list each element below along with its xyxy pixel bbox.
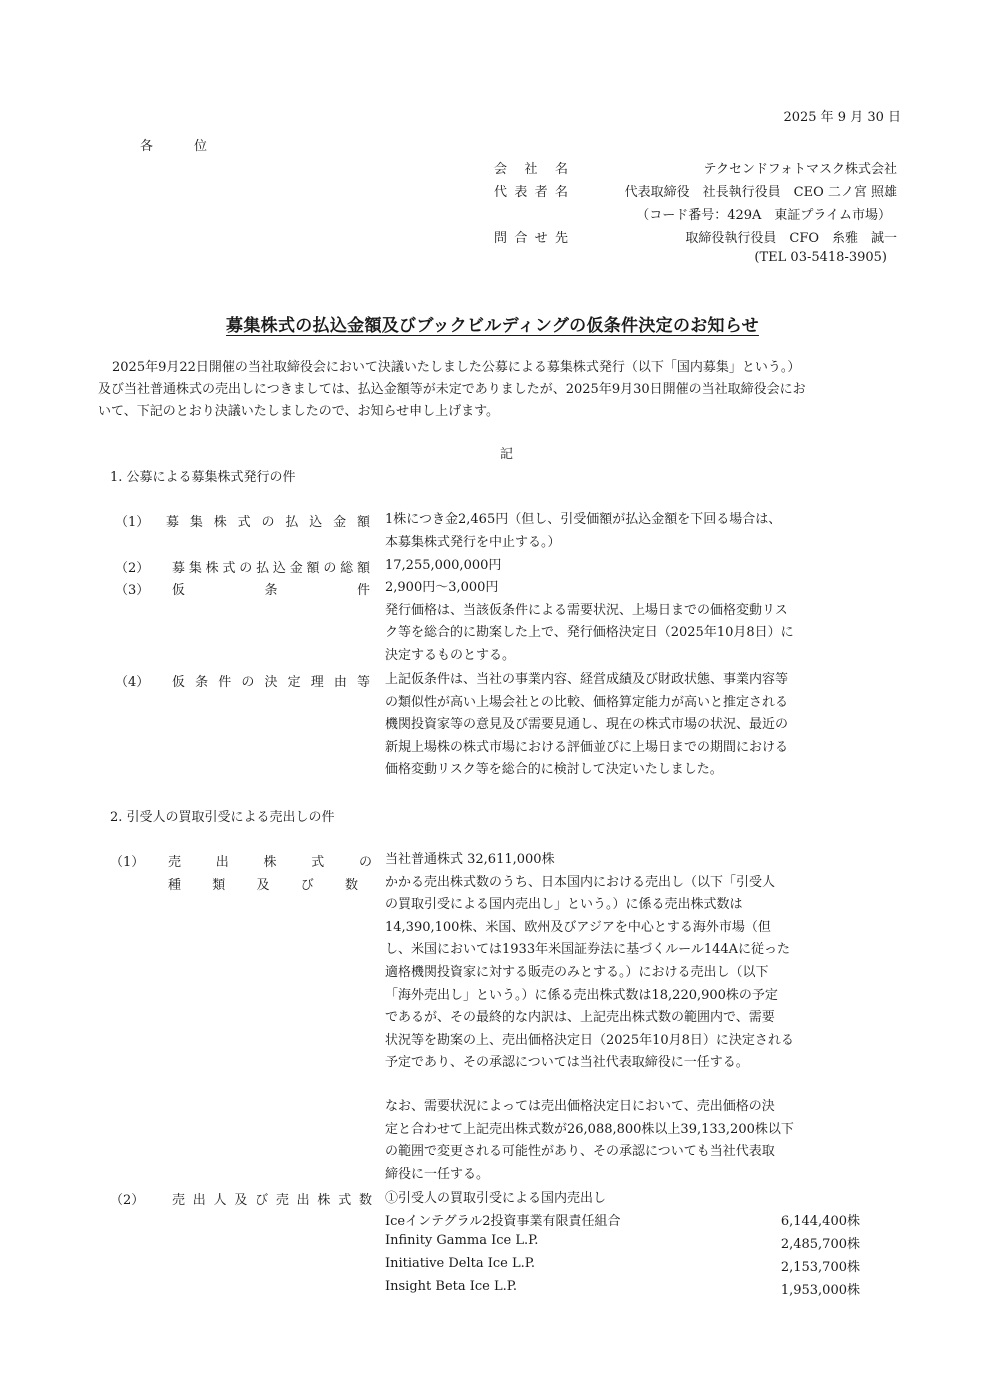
ki-marker: 記 <box>500 447 514 462</box>
seller-row <box>385 1256 860 1275</box>
seller-row <box>385 1233 860 1252</box>
representative: 代表取締役 社長執行役員 CEO 二ノ宮 照雄 <box>624 185 897 200</box>
seller-shares: 2,153,700株 <box>780 1260 860 1275</box>
intro-line: 2025年9月22日開催の当社取締役会において決議いたしました公募による募集株式発行（以下「国内募集」という。） <box>112 360 801 375</box>
item-number: （2） <box>110 1193 145 1208</box>
content-line: 予定であり、その承認については当社代表取締役に一任する。 <box>385 1055 749 1071</box>
intro-paragraph <box>98 357 903 423</box>
item-label: 売出人及び売出株式数 <box>172 1193 372 1208</box>
intro-line: いて、下記のとおり決議いたしましたので、お知らせ申し上げます。 <box>98 404 500 419</box>
item-number: （4） <box>115 675 150 690</box>
seller-name: Initiative Delta Ice L.P. <box>385 1256 535 1271</box>
content-line: 2,900円～3,000円 <box>385 580 499 595</box>
company-name: テクセンドフォトマスク株式会社 <box>703 162 897 177</box>
item-number: （3） <box>115 583 150 598</box>
item-label: 募集株式の払込金額 <box>166 515 370 530</box>
content-line: 価格変動リスク等を総合的に検討して決定いたしました。 <box>385 762 723 778</box>
item-content <box>385 669 865 782</box>
content-line: 上記仮条件は、当社の事業内容、経営成績及び財政状態、事業内容等 <box>385 672 789 687</box>
item-number: （2） <box>115 561 150 576</box>
content-line: 適格機関投資家に対する販売のみとする。）における売出し（以下 <box>385 964 769 980</box>
item-content <box>385 849 865 1075</box>
content-line: 機関投資家等の意見及び需要見通し、現在の株式市場の状況、最近の <box>385 717 789 733</box>
item-number: （1） <box>115 515 150 530</box>
content-line: 新規上場株の株式市場における評価並びに上場日までの期間における <box>385 739 789 755</box>
content-line: 17,255,000,000円 <box>385 558 502 573</box>
content-line: 「海外売出し」という。）に係る売出株式数は18,220,900株の予定 <box>385 987 778 1003</box>
document-title: 募集株式の払込金額及びブックビルディングの仮条件決定のお知らせ <box>226 316 759 336</box>
item-content <box>385 509 865 554</box>
content-line: し、米国においては1933年米国証券法に基づくルール144Aに従った <box>385 942 791 958</box>
content-line: なお、需要状況によっては売出価格決定日において、売出価格の決 <box>385 1099 775 1114</box>
item-content <box>385 577 865 667</box>
content-line: の買取引受による国内売出し」という。）に係る売出株式数は <box>385 897 743 913</box>
section2-heading: 2. 引受人の買取引受による売出しの件 <box>110 810 335 825</box>
intro-line: 及び当社普通株式の売出しにつきましては、払込金額等が未定でありましたが、2025年9月30日開催の当社取締役会にお <box>98 382 806 397</box>
content-line: 決定するものとする。 <box>385 647 516 663</box>
contact-label: 問合せ先 <box>494 231 568 246</box>
seller-shares: 6,144,400株 <box>780 1214 860 1229</box>
stock-code: （コード番号：429A 東証プライム市場） <box>636 208 891 223</box>
content-line: であるが、その最終的な内訳は、上記売出株式数の範囲内で、需要 <box>385 1010 775 1026</box>
content-line: かかる売出株式数のうち、日本国内における売出し（以下「引受人 <box>385 874 776 890</box>
content-line: 本募集株式発行を中止する。） <box>385 534 561 550</box>
document-date: 2025 年 9 月 30 日 <box>783 110 901 125</box>
content-line: 定と合わせて上記売出株式数が26,088,800株以上39,133,200株以下 <box>385 1121 794 1137</box>
item-content <box>385 555 865 578</box>
content-line: 1株につき金2,465円（但し、引受価額が払込金額を下回る場合は、 <box>385 512 782 527</box>
seller-name: Infinity Gamma Ice L.P. <box>385 1233 539 1248</box>
content-line: の類似性が高い上場会社との比較、価格算定能力が高いと推定される <box>385 694 789 710</box>
content-line: の範囲で変更される可能性があり、その承認についても当社代表取 <box>385 1144 775 1160</box>
content-line: 状況等を勘案の上、売出価格決定日（2025年10月8日）に決定される <box>385 1032 794 1048</box>
item-content-note <box>385 1096 865 1186</box>
section1-heading: 1. 公募による募集株式発行の件 <box>110 470 296 485</box>
content-line: 発行価格は、当該仮条件による需要状況、上場日までの価格変動リス <box>385 602 788 618</box>
sub-heading: ①引受人の買取引受による国内売出し <box>385 1191 607 1206</box>
item-label: 種類及び数 <box>168 878 358 893</box>
contact-person: 取締役執行役員 CFO 糸雅 誠一 <box>685 231 897 246</box>
content-line: 当社普通株式 32,611,000株 <box>385 852 555 867</box>
seller-name: Iceインテグラル2投資事業有限責任組合 <box>385 1214 621 1229</box>
contact-tel: (TEL 03-5418-3905) <box>754 250 887 265</box>
item-label: 仮条件の決定理由等 <box>172 675 370 690</box>
addressee: 各 位 <box>140 139 222 154</box>
item-label: 募集株式の払込金額の総額 <box>172 561 370 576</box>
item-label: 売出株式の <box>168 855 372 870</box>
item-number: （1） <box>110 855 145 870</box>
seller-row <box>385 1210 860 1229</box>
content-line: 締役に一任する。 <box>385 1166 490 1182</box>
item-label: 仮条件 <box>172 583 370 598</box>
seller-row <box>385 1279 860 1298</box>
content-line: 14,390,100株、米国、欧州及びアジアを中心とする海外市場（但 <box>385 919 771 935</box>
content-line: ク等を総合的に勘案した上で、発行価格決定日（2025年10月8日）に <box>385 625 794 641</box>
company-name-label: 会 社 名 <box>494 162 568 177</box>
seller-shares: 2,485,700株 <box>780 1237 860 1252</box>
seller-name: Insight Beta Ice L.P. <box>385 1279 517 1294</box>
seller-shares: 1,953,000株 <box>780 1283 860 1298</box>
representative-label: 代表者名 <box>494 185 568 200</box>
